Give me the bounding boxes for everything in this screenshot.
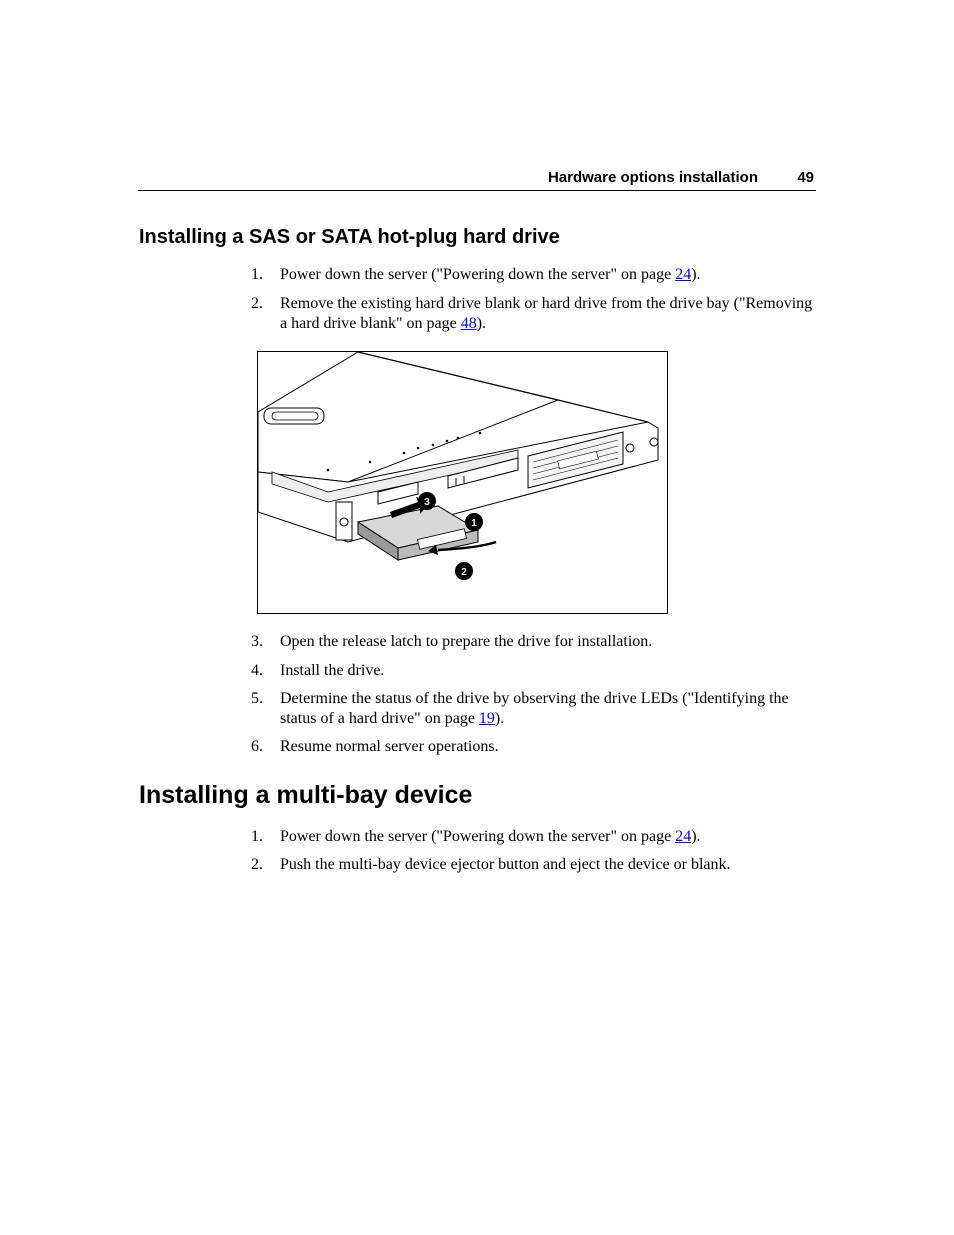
callout-3-label: 3 [424, 497, 430, 508]
callout-1-label: 1 [471, 518, 477, 529]
rack-screw-icon [650, 438, 658, 446]
step-text: Power down the server ("Powering down the server" on page 24). [280, 828, 701, 845]
step-number: 6. [251, 738, 263, 755]
section-heading-multi-bay: Installing a multi-bay device [139, 781, 473, 809]
callout-2-label: 2 [461, 567, 467, 578]
step-number: 1. [251, 266, 263, 283]
power-button-icon [626, 444, 634, 452]
thumbscrew-icon [340, 518, 348, 526]
step-text: Determine the status of the drive by observing the drive LEDs ("Identifying the status of a hard drive" on page 19). [280, 690, 789, 727]
step-text: Install the drive. [280, 662, 385, 679]
page-link[interactable]: 24 [675, 828, 692, 845]
step-number: 5. [251, 690, 263, 707]
section-heading-sas-sata: Installing a SAS or SATA hot-plug hard drive [139, 226, 560, 248]
page-number: 49 [797, 169, 814, 186]
step-number: 2. [251, 856, 263, 873]
step-number: 3. [251, 633, 263, 650]
running-header [138, 168, 816, 191]
step-text: Power down the server ("Powering down the server" on page 24). [280, 266, 701, 283]
step-text: Push the multi-bay device ejector button and eject the device or blank. [280, 856, 731, 873]
cover-handle-icon [264, 408, 324, 424]
hard-drive-installation-figure [257, 351, 668, 614]
step-number: 4. [251, 662, 263, 679]
step-number: 1. [251, 828, 263, 845]
page-link[interactable]: 24 [675, 266, 692, 283]
step-text: Remove the existing hard drive blank or hard drive from the drive bay ("Removing a hard drive blank" on page 48). [280, 295, 813, 332]
header-section-title: Hardware options installation [547, 169, 758, 186]
page-link[interactable]: 48 [460, 315, 477, 332]
step-number: 2. [251, 295, 263, 312]
page-link[interactable]: 19 [478, 710, 495, 727]
server-illustration [258, 352, 667, 613]
step-text: Open the release latch to prepare the drive for installation. [280, 633, 653, 650]
step-text: Resume normal server operations. [280, 738, 499, 755]
